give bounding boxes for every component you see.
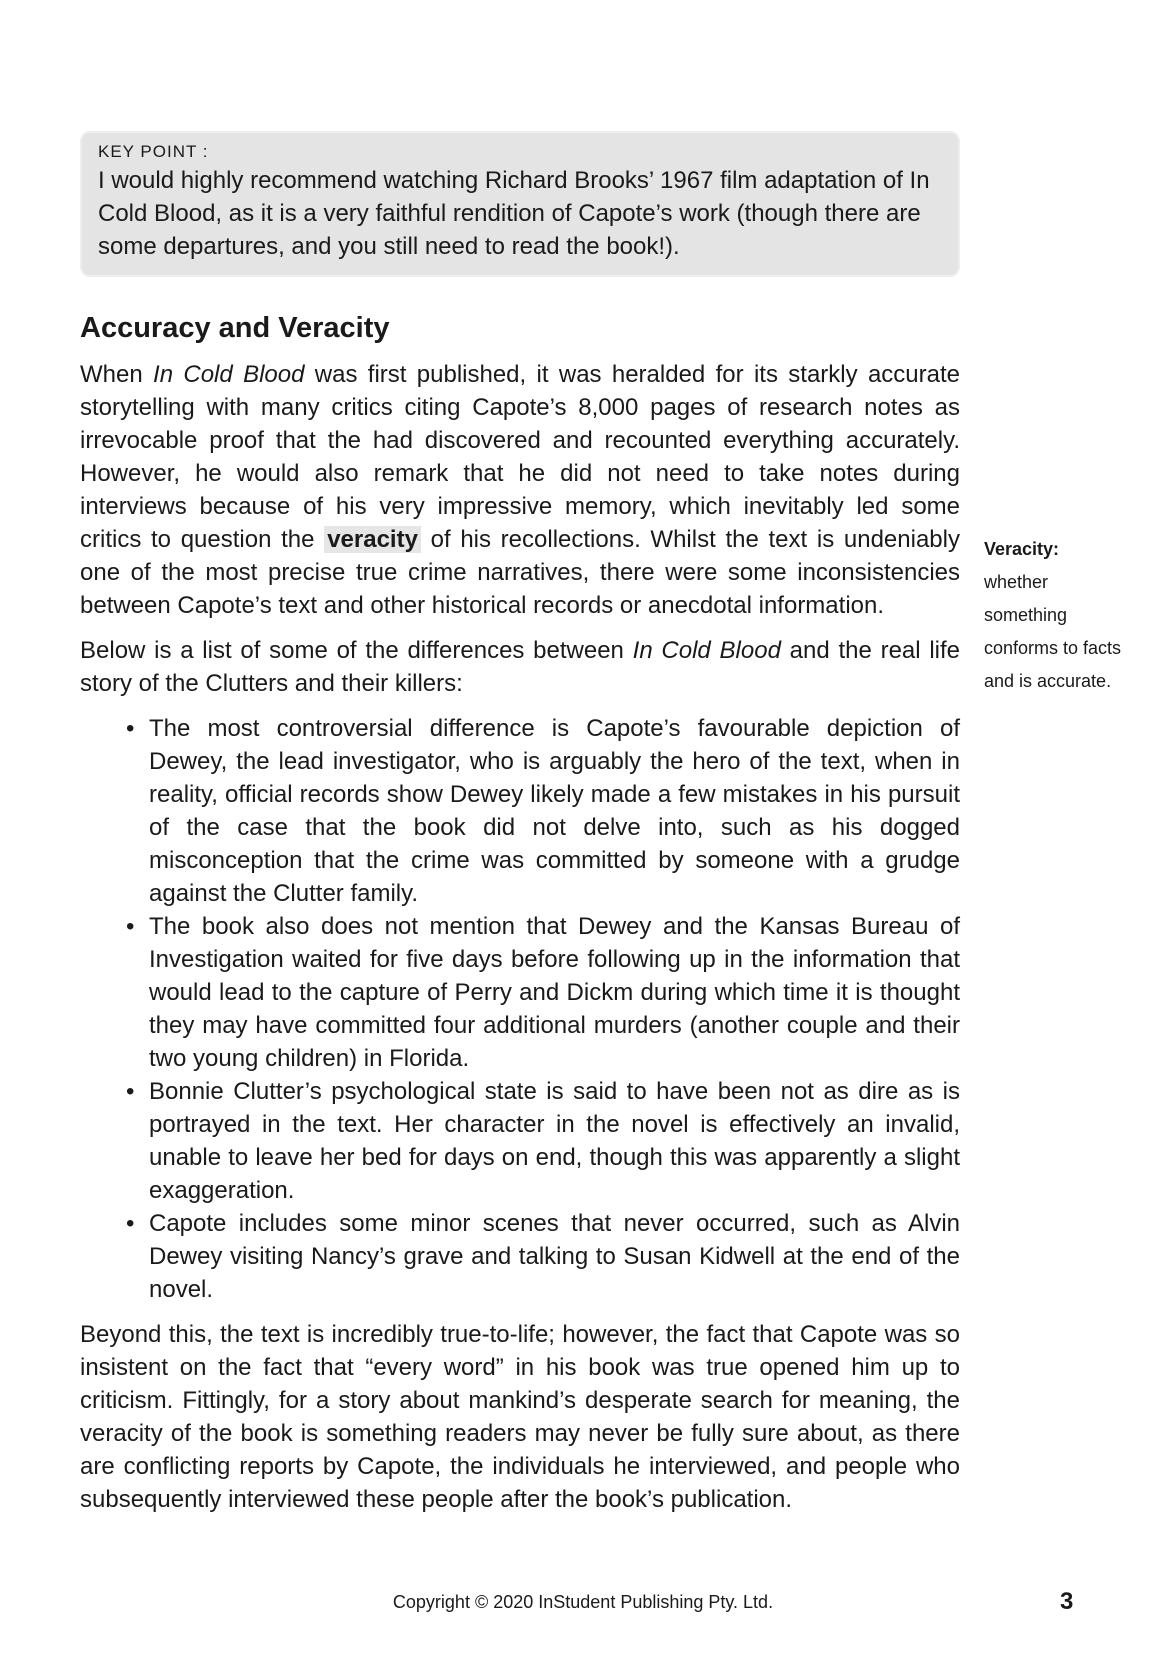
paragraph-3: Beyond this, the text is incredibly true-to-life; however, the fact that Capote was so insistent on the fact that “every word” in his book was true opened him up to criticism. Fittingly, for a story about mankind’s desperate search for meaning, the veracity of the book is something readers may never be fully sure about, as there are conflicting reports by Capote, the individuals he interviewed, and people who subsequently interviewed these people after the book’s publication. [80,1321,960,1513]
page-number: 3 [1060,1588,1074,1615]
section-heading: Accuracy and Veracity [80,312,390,344]
main-content [80,308,960,1528]
key-point-box [80,131,960,277]
list-item-text: The most controversial difference is Capote’s favourable depiction of Dewey, the lead investigator, who is arguably the hero of the text, when in reality, official records show Dewey likely made a few mistakes in his pursuit of the case that the book did not delve into, such as his dogged misconception that the crime was committed by someone with a grudge against the Clutter family. [149,715,960,907]
paragraph-1 [80,358,960,622]
list-item-text: The book also does not mention that Dewey and the Kansas Bureau of Investigation waited for five days before following up in the information that would lead to the capture of Perry and Dickm during which time it is thought they may have committed four additional murders (another couple and their two young children) in Florida. [149,913,960,1072]
footer-copyright: Copyright © 2020 InStudent Publishing Pty. Ltd. [392,1592,774,1612]
book-title: In Cold Blood [153,361,305,388]
book-title: In Cold Blood [632,637,781,664]
p1-text-c: of his recollections. Whilst the text is undeniably one of the most precise true crime narratives, there were some inconsistencies between Capote’s text and other historical records or anecdotal information. [80,526,960,619]
p1-text-a: When [80,361,154,388]
list-item [80,1075,960,1207]
bullet-icon: • [126,913,135,940]
bullet-icon: • [126,1078,135,1105]
sidebar-definition: whether something conforms to facts and is accurate. [984,572,1122,691]
glossary-term: veracity [324,526,421,553]
paragraph-2 [80,634,960,700]
list-item [80,910,960,1075]
key-point-text: I would highly recommend watching Richard Brooks’ 1967 film adaptation of In Cold Blood, as it is a very faithful rendition of Capote’s work (though there are some departures, and you still need to read the book!). [98,167,930,260]
glossary-sidebar [984,533,1124,698]
list-item-text: Capote includes some minor scenes that never occurred, such as Alvin Dewey visiting Nancy’s grave and talking to Susan Kidwell at the end of the novel. [149,1210,960,1303]
p2-text-a: Below is a list of some of the differences between [80,637,633,664]
key-point-label: KEY POINT : [98,142,209,161]
list-item [80,1207,960,1306]
list-item-text: Bonnie Clutter’s psychological state is said to have been not as dire as is portrayed in the text. Her character in the novel is effectively an invalid, unable to leave her bed for days on end, though this was apparently a slight exaggeration. [149,1078,960,1204]
p1-text-b: was first published, it was heralded for its starkly accurate storytelling with many critics citing Capote’s 8,000 pages of research notes as irrevocable proof that the had discovered and recounted everything accurately. However, he would also remark that he did not need to take notes during interviews because of his very impressive memory, which inevitably led some critics to question the [80,361,960,553]
bullet-icon: • [126,715,135,742]
p2-text-b: and the real life story of the Clutters and their killers: [80,637,961,697]
bullet-icon: • [126,1210,135,1237]
differences-list [80,712,960,1306]
list-item [80,712,960,910]
sidebar-term: Veracity: [984,539,1060,559]
